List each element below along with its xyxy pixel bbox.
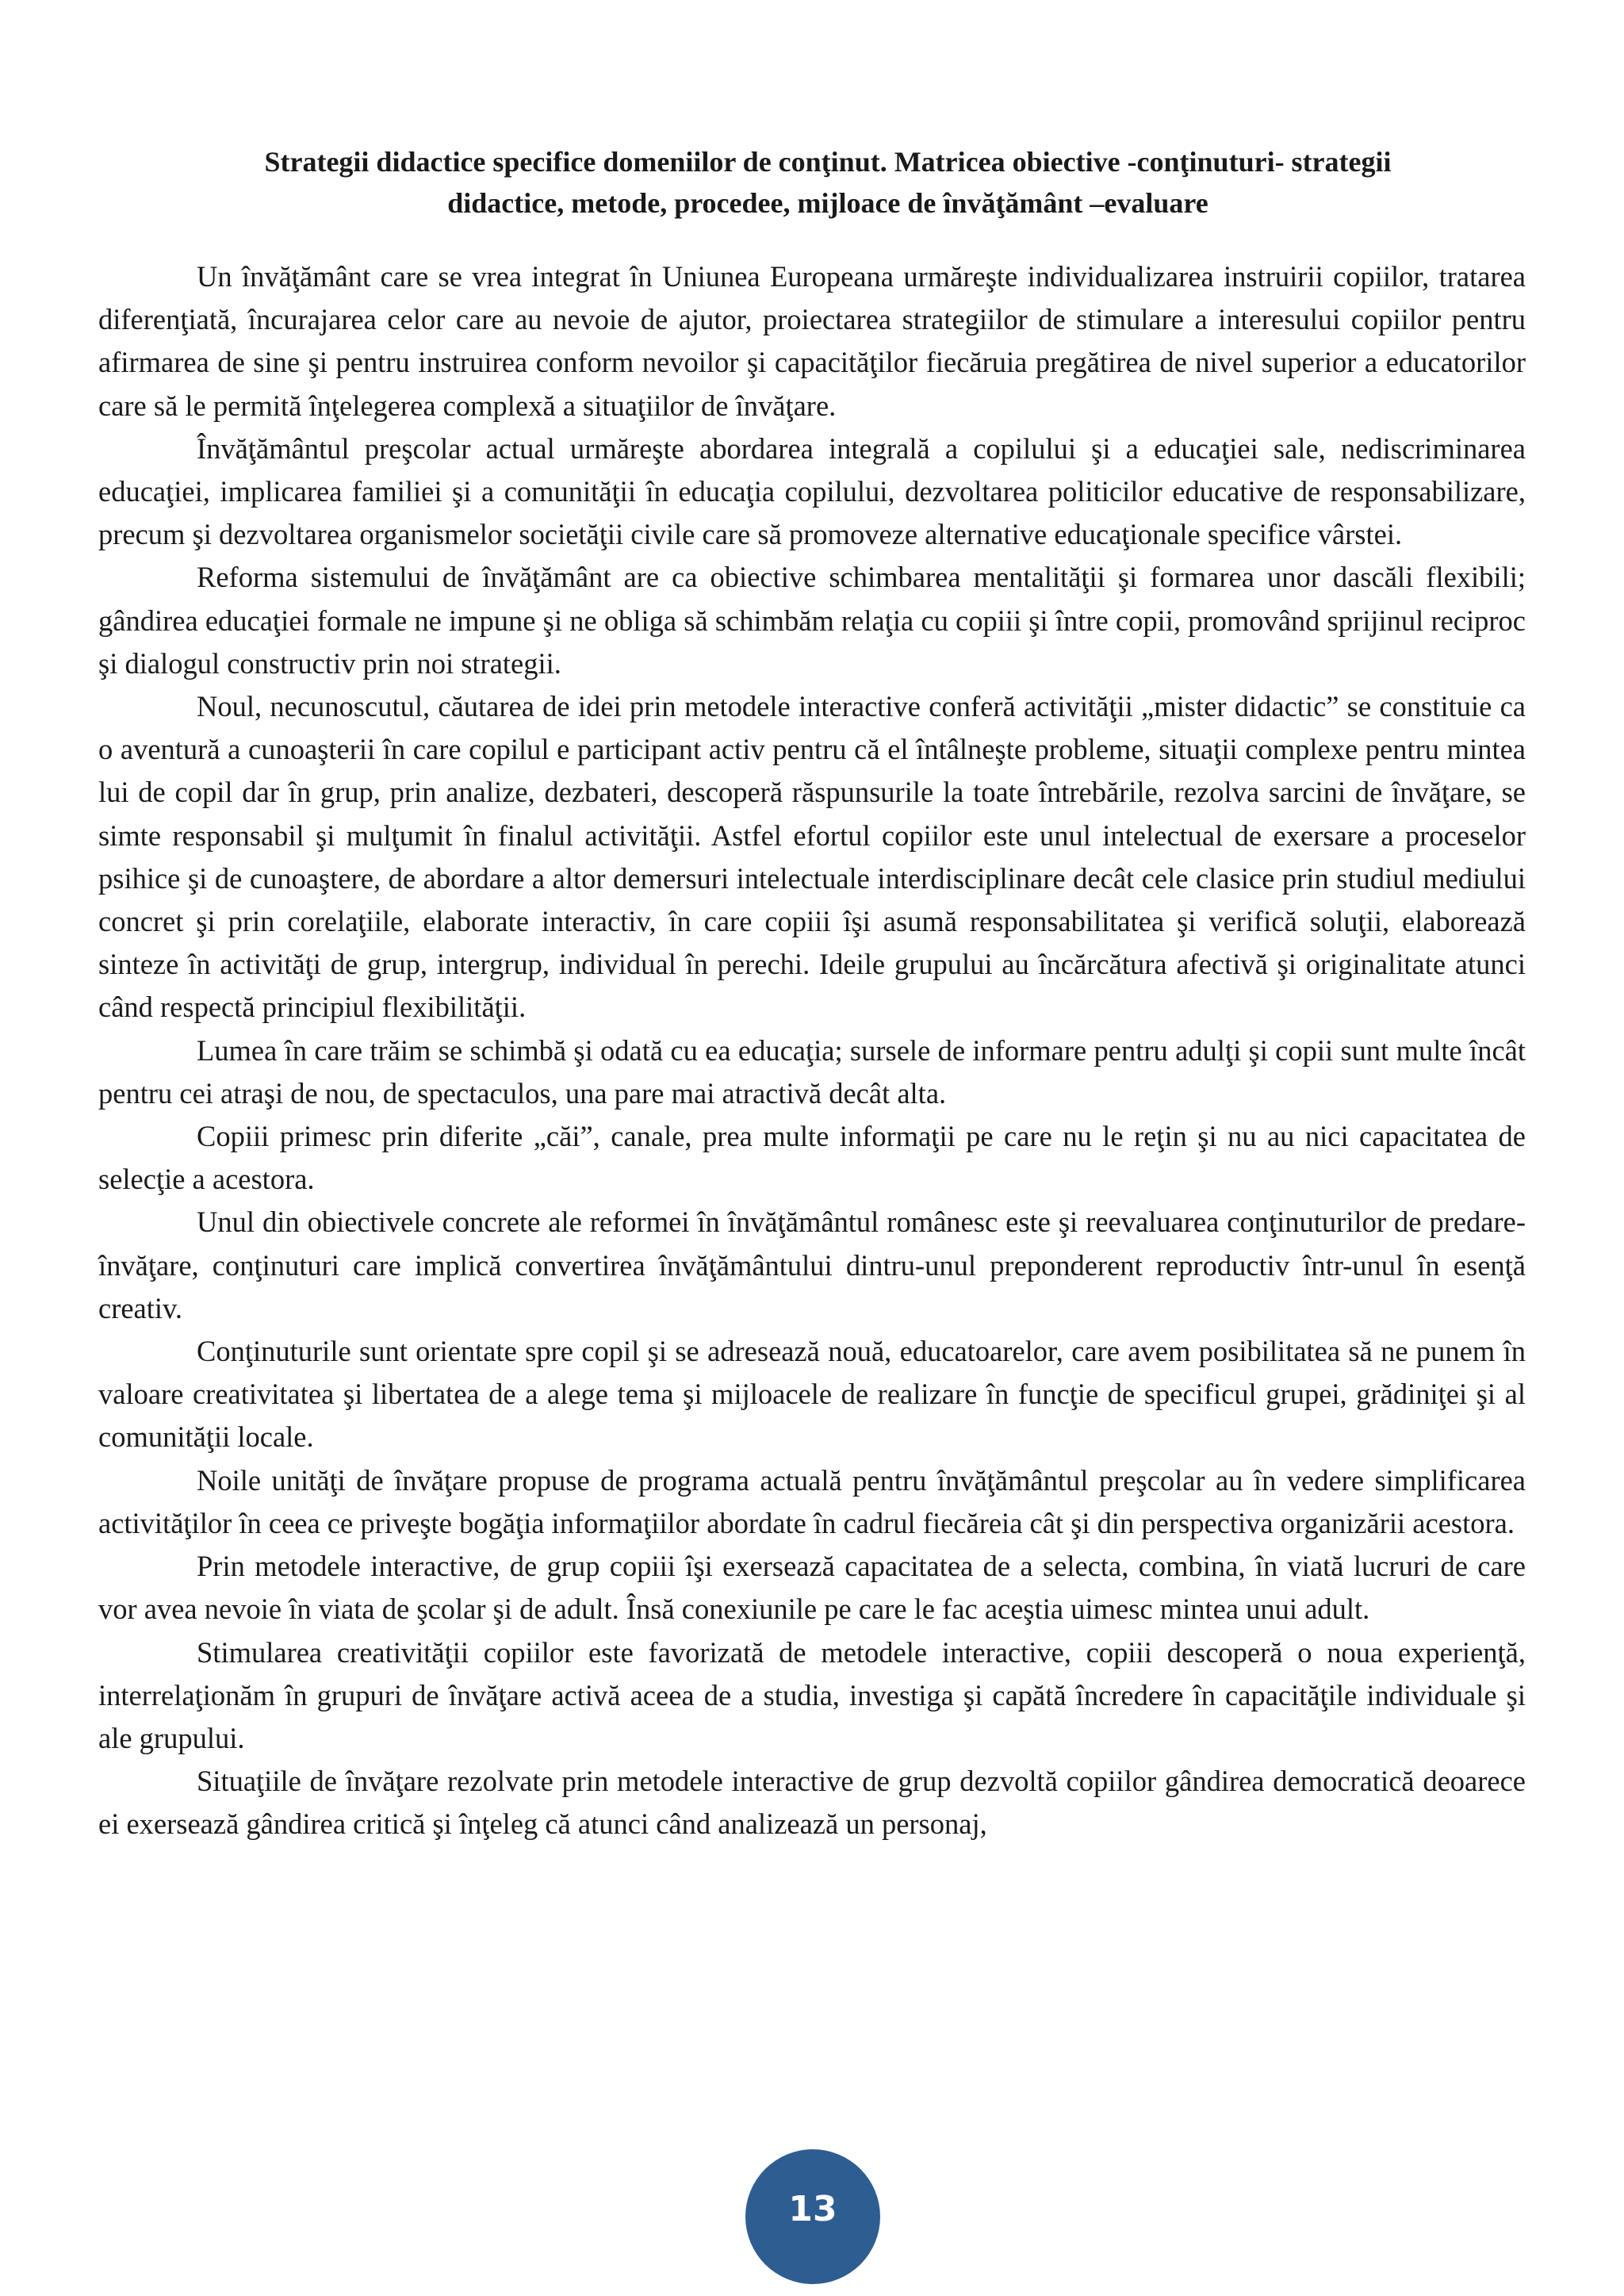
paragraph-3: Reforma sistemului de învăţământ are ca obiective schimbarea mentalităţii şi formarea unor dascăli flexibili; gândirea educaţiei formale ne impune şi ne obliga să schimbăm relaţia cu copiii şi între copii, promovând sprijinul reciproc şi dialogul constructiv prin noi strategii. [98, 561, 1526, 680]
paragraph-11: Stimularea creativităţii copiilor este favorizată de metodele interactive, copiii descoperă o noua experienţă, interrelaţionăm în grupuri de învăţare activă aceea de a studia, investiga şi capătă încredere în capacităţile individuale şi ale grupului. [98, 1635, 1526, 1754]
page-title [98, 141, 1526, 224]
document-page [98, 141, 1526, 1846]
paragraph-8: Conţinuturile sunt orientate spre copil şi se adresează nouă, educatoarelor, care avem posibilitatea să ne punem în valoare creativitatea şi libertatea de a alege tema şi mijloacele de realizare în funcţie de specificul grupei, grădiniţei şi al comunităţii locale. [98, 1335, 1526, 1454]
page-number-badge [745, 2149, 880, 2284]
paragraph-1: Un învăţământ care se vrea integrat în Uniunea Europeana urmăreşte individualizarea instruirii copiilor, tratarea diferenţiată, încurajarea celor care au nevoie de ajutor, proiectarea strategiilor de stimulare a interesului copiilor pentru afirmarea de sine şi pentru instruirea conform nevoilor şi capacităţilor fiecăruia pregătirea de nivel superior a educatorilor care să le permită înţelegerea complexă a situaţiilor de învăţare. [98, 260, 1526, 422]
paragraph-9: Noile unităţi de învăţare propuse de programa actuală pentru învăţământul preşcolar au în vedere simplificarea activităţilor în ceea ce priveşte bogăţia informaţiilor abordate în cadrul fiecăreia cât şi din perspectiva organizării acestora. [98, 1463, 1526, 1539]
title-line-2: didactice, metode, procedee, mijloace de învăţământ –evaluare [447, 187, 1208, 219]
paragraph-2: Învăţământul preşcolar actual urmăreşte abordarea integrală a copilului şi a educaţiei sale, nediscriminarea educaţiei, implicarea familiei şi a comunităţii în educaţia copilului, dezvoltarea politicilor educative de responsabilizare, precum şi dezvoltarea organismelor societăţii civile care să promoveze alternative educaţionale specifice vârstei. [98, 431, 1526, 551]
paragraph-10: Prin metodele interactive, de grup copiii îşi exersează capacitatea de a selecta, combina, în viată lucruri de care vor avea nevoie în viata de şcolar şi de adult. Însă conexiunile pe care le fac aceştia uimesc mintea unui adult. [98, 1550, 1526, 1626]
paragraph-7: Unul din obiectivele concrete ale reformei în învăţământul românesc este şi reevaluarea conţinuturilor de predare-învăţare, conţinuturi care implică convertirea învăţământului dintru-unul preponderent reproductiv într-unul în esenţă creativ. [98, 1205, 1526, 1324]
paragraph-12: Situaţiile de învăţare rezolvate prin metodele interactive de grup dezvoltă copiilor gândirea democratică deoarece ei exersează gândirea critică şi înţeleg că atunci când analizează un personaj, [98, 1765, 1526, 1841]
page-number: 13 [788, 2189, 837, 2229]
paragraph-6: Copiii primesc prin diferite „căi”, canale, prea multe informaţii pe care nu le reţin şi nu au nici capacitatea de selecţie a acestora. [98, 1120, 1526, 1196]
paragraph-4: Noul, necunoscutul, căutarea de idei prin metodele interactive conferă activităţii „mister didactic” se constituie ca o aventură a cunoaşterii în care copilul e participant activ pentru că el întâlneşte probleme, situaţii complexe pentru mintea lui de copil dar în grup, prin analize, dezbateri, descoperă răspunsurile la toate întrebările, rezolva sarcini de învăţare, se simte responsabil şi mulţumit în finalul activităţii. Astfel efortul copiilor este unul intelectual de exersare a proceselor psihice şi de cunoaştere, de abordare a altor demersuri intelectuale interdisciplinare decât cele clasice prin studiul mediului concret şi prin corelaţiile, elaborate interactiv, în care copiii îşi asumă responsabilitatea şi verifică soluţii, elaborează sinteze în activităţi de grup, intergrup, individual în perechi. Ideile grupului au încărcătura afectivă şi originalitate atunci când respectă principiul flexibilităţii. [98, 690, 1526, 1024]
paragraph-5: Lumea în care trăim se schimbă şi odată cu ea educaţia; sursele de informare pentru adulţi şi copii sunt multe încât pentru cei atraşi de nou, de spectaculos, una pare mai atractivă decât alta. [98, 1033, 1526, 1110]
title-line-1: Strategii didactice specifice domeniilor de conţinut. Matricea obiective -conţinuturi- strategii [264, 146, 1392, 178]
body-text [98, 255, 1526, 1846]
